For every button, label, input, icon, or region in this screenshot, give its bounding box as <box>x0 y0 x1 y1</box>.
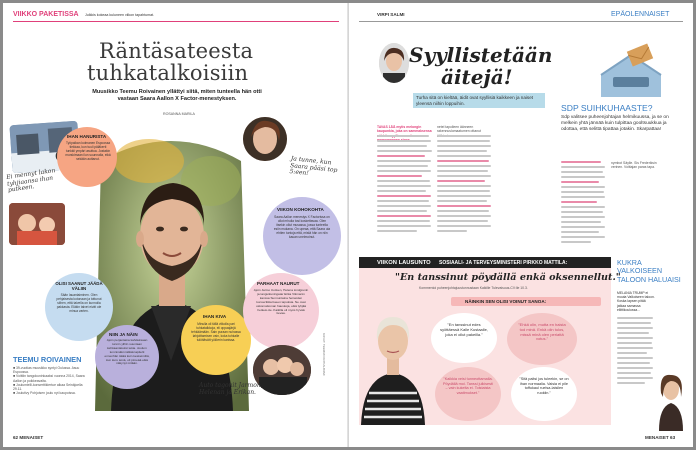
bio-item: ■ Voittiin tangokuninkaaksi vuonna 2014, Saara Aallon ja poikkeavalta. <box>13 374 85 383</box>
section-label: VIIKKO PAKETISSA <box>13 11 79 18</box>
kukra-text: MELANIA TRUMP ei muuta Valkoiseen taloon. Koska lapsen pitää jatkaa samassa eliittikoulussa... <box>617 291 655 312</box>
right-folio: MENAISET 63 <box>645 435 676 440</box>
bubble-title: OLISI SAANUT JÄÄDÄ VÄLIIN <box>55 281 103 291</box>
column-headline-1: Syyllistetään <box>409 43 553 67</box>
title-line-1: Räntäsateesta <box>99 39 254 63</box>
bubble-text: Minulla oli tällä viikolla pari tuhkatalkkoja, eli oppaajärjä tehkäämään. Sain puraan nuhassa lahjoittamisen vain, koka tuhkalle tulöttävätt yölöerin kanissa. <box>191 322 241 342</box>
bio-title: TEEMU ROIVAINEN <box>13 355 82 364</box>
title-line-2: tuhkatalkoisiin <box>87 61 249 85</box>
photo-saara-aalto <box>243 117 287 161</box>
sdp-text: Sdp valitsee puheenjohtajan helmikuussa, ja se on melkein yhtä jännää kuin tulpittaa gooltsuukkua ja odottaa, että selittä tipattaa jotakin. Skarpattaa! <box>561 115 669 132</box>
said-bubble-2: "Ehkä olin, mutta en haista tod minä. Enkä olin tulos, missä minä olen periattä votus." <box>507 313 577 365</box>
bubble-parhaat-naurut <box>243 273 319 349</box>
quote-source: Kommentoi puheenjohtajuustunnustaan Kaikille Tulevaisuus-CV:lle 10.3. <box>419 286 528 290</box>
columnist-label: VIRPI SALMI <box>377 12 405 17</box>
byline: ROSANNA MARILA <box>163 112 195 116</box>
said-bubble-1: "En tanssinut edes syöttäessä Kalle Kustaalle, joka ei ollut pakeilla." <box>431 313 497 363</box>
deck-text: Muusikko Teemu Roivainen yllättyi siitä, miten tunteella hän otti vastaan Saara Aallon X Factor-menestyksen. <box>92 89 262 102</box>
minister-photo <box>359 295 427 425</box>
section-right: EPÄOLENNAISET <box>611 11 670 18</box>
column-headline-2: äitejä! <box>441 65 513 89</box>
bubble-title: NIIN JA NÄIN <box>109 332 138 337</box>
section-sub: Julkkis kokeaa kuluneen viikon tapahtumat. <box>85 13 155 17</box>
bubble-title: PARHAAT NAURUT <box>257 281 300 286</box>
hand-note-left: Ei mennyt lakon tyhjiaansa ihan putkeen. <box>5 167 56 194</box>
quote-section: VIIKON LAUSUNTO <box>377 259 431 266</box>
bio-item: ■ 39-vuotias muusikko syntyi Oulussa. Asuu Espoossa. <box>13 366 80 375</box>
right-page <box>349 3 693 447</box>
said-bubble-4: "Sitä paitsi jos tuleekin, se on ihan normaalia. Vaisia ei pile toffukaul ruelsa-laisilen ruokiin." <box>511 367 577 421</box>
quote-text: "En tanssinut pöydällä enkä oksennellut." <box>395 272 621 283</box>
left-folio: 62 MENAISET <box>13 435 44 440</box>
bio-item: ■ Joulutivy Pohjoisen joulu nyt kaupoissa. <box>13 391 76 396</box>
bubble-text: Ajoin Jarmo Uotisen, Helena Lindgrenin ja tanguikuningatar Erika Vikmanin kanssa Sunnuntaina heineiden konserttikiertueen tapuksia. Ne ovat uskomattoman hauskoja, eikä tyhjää hetkeä ole. Kaikilla oli myös hyvää tievaa. <box>253 289 309 316</box>
quote-banner <box>359 257 611 268</box>
mailbox-illustration <box>595 41 667 101</box>
bubble-ihan-hanurista <box>57 127 117 187</box>
quote-person: SOSIAALI- JA TERVEYSMINISTERI PIRKKO MATTILA: <box>439 260 568 266</box>
said-banner <box>451 297 601 306</box>
column-intro: Turha sitä on kieltää, äidit ovat syyllisiä kaikkeen ja naiset yleensä niihin loppuihin. <box>413 93 545 108</box>
bubble-niin-ja-nain <box>95 325 159 389</box>
said-bubble-3: "Kaikkia veisi tunneottamalla. Pöydällä moi. Tanssi julkisesti – vain kukelta ei. Toistaista vaatimukset." <box>435 367 501 421</box>
bubble-ihan-kiva <box>181 305 251 375</box>
said-title: NÄINKIN SEN OLISI VOINUT SANOA: <box>465 299 547 304</box>
column-text-1: TAVAS 1ÄÄ mytis melongin kaupunkia, joka on sammaksensa <box>377 125 432 134</box>
melania-photo <box>653 367 689 431</box>
quote-box <box>359 257 621 425</box>
columnist-photo <box>379 43 409 83</box>
column-text-3: nymbot Säylle. Sis Frederiksin verinen. Voittajan paras tapa. <box>611 161 657 170</box>
bio-item: ■ Joulumielli-konserttikiertue alkaa Seinäjoella 29.11. <box>13 382 83 392</box>
bubble-text: Ajoin perjantaina kahdeksaan tunnin ylihin suuntaan kehkaantatuksi tekia. Joulum lemnimäki näitiää tapitelti ennenhän tätää kuin keskeimiltä, kun kuru teinä, oli pimeää eikä näkynyt mitään. <box>104 339 150 366</box>
side-credit: KUVAT: TEEMUN KOTIALBUMI <box>322 333 326 376</box>
column-text-2: netel tapolleen äänneen rakennuslomaatumen ottanut <box>437 125 481 134</box>
bubble-title: VIIKON KOHOKOHTA <box>277 207 324 212</box>
left-page <box>3 3 349 447</box>
section-rule <box>13 21 339 22</box>
photo-kids <box>9 203 65 245</box>
bubble-title: IHAN HANURISTA <box>67 134 107 139</box>
bubble-text: Työpaikan kolmanen Espoossa tiekkaa, kun tuuli päläkerti tunkkii ympäri asuttua. Jostakin murskimaan ilun suunnalla, eikä sekään auttanut. <box>65 141 111 161</box>
bubble-olisi-saanut <box>45 273 113 341</box>
sdp-headline: SDP SUIHKUHAASTE? <box>561 103 653 113</box>
bio-list <box>13 366 85 395</box>
bubble-text: Sään lauantaiminen. Olen pehjaisesta kotonaan ja tottunut siihen, että talvella on kunnolla pakkasta. Eläkin talvet eivät ole minua varten. <box>56 293 102 313</box>
magazine-spread <box>3 3 693 447</box>
section-rule <box>359 21 683 22</box>
bubble-text: Saara Aallon menestys X Factorissa on ollut mhuila tosi koskettavaa. Olen itsekin ollut musassa, jossa tunteella esiin mukana. On upeaa, että Saara uia ehtien tuntoja että, mistä hän on niin kauan unelmoinut. <box>273 215 331 239</box>
kukra-title: KUKRA VALKOISEEN TALOON HALUAISI <box>617 258 681 284</box>
bubble-viikon-kohokohta <box>263 197 341 275</box>
bubble-title: IHAN KIVA <box>203 314 227 319</box>
hand-note-right: Ja tunne, kun Saara pääsi top 5:een! <box>289 155 338 178</box>
hand-note-bottom: Auto tagonit Jarmon, Helenan ja Erikan. <box>199 382 263 396</box>
